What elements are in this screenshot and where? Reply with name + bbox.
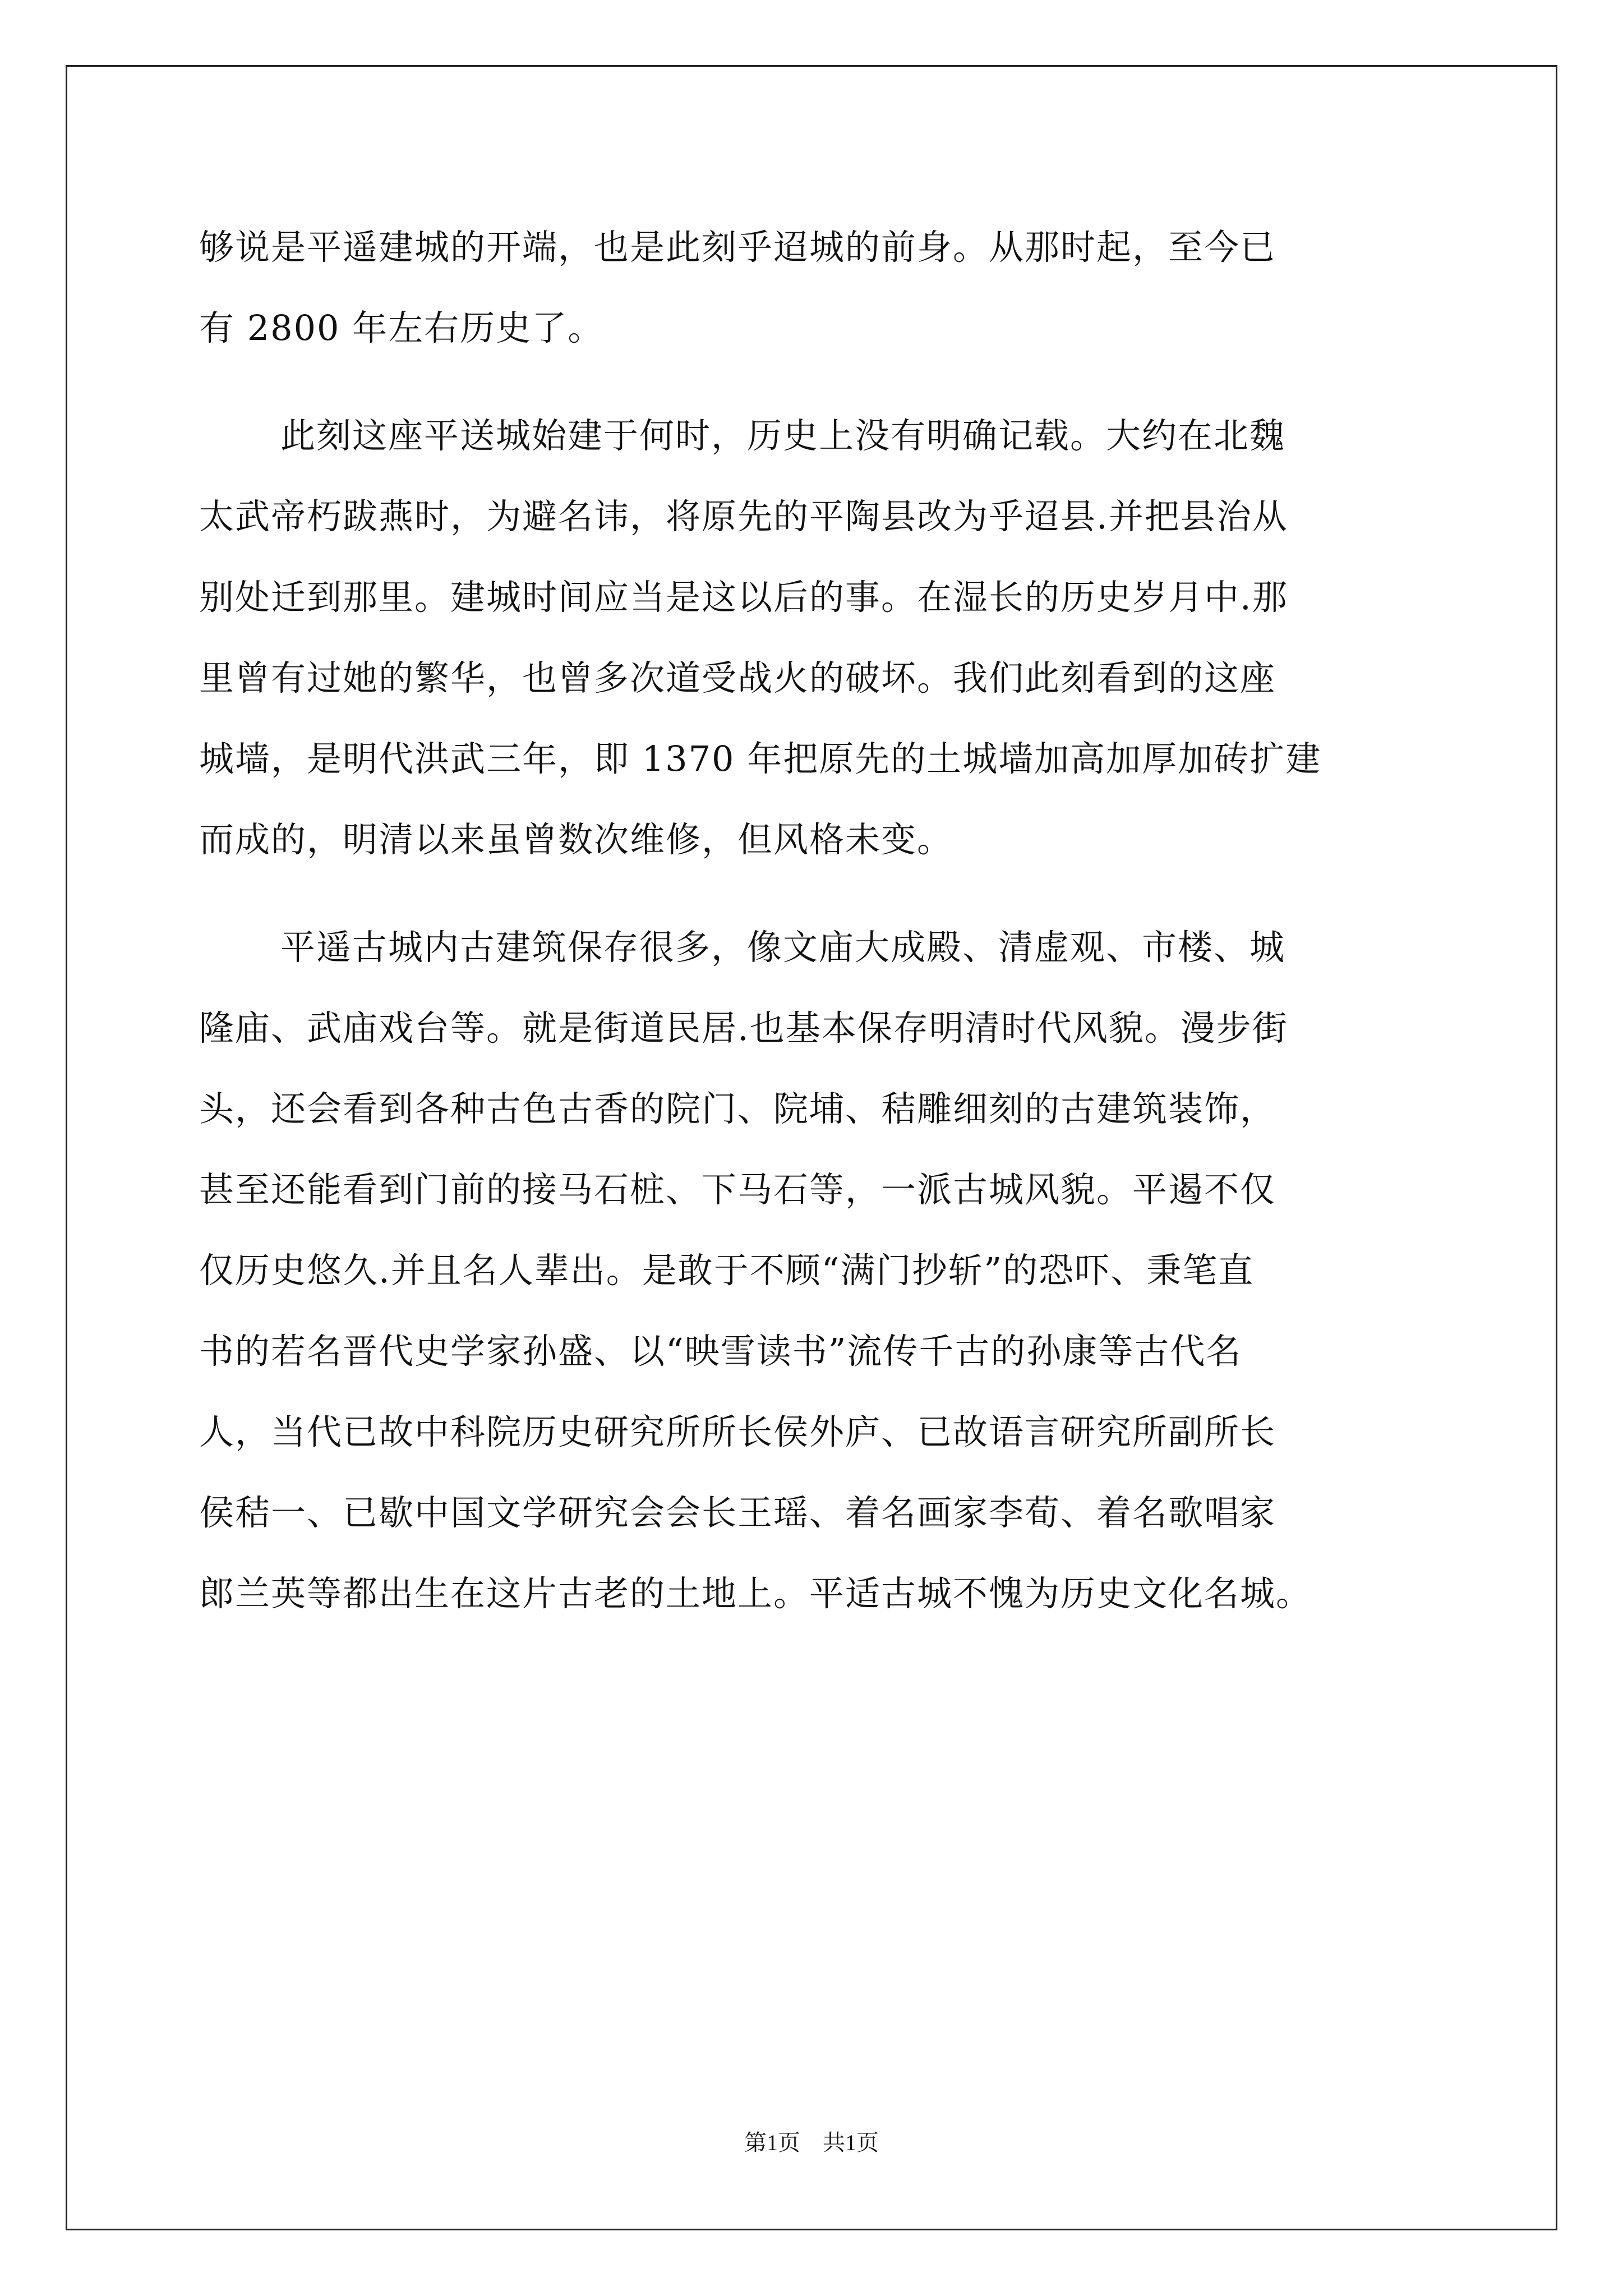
text-line: 平遥古城内古建筑保存很多，像文庙大成殿、清虚观、市楼、城: [280, 927, 1286, 968]
text-line: 里曾有过她的繁华，也曾多次道受战火的破坏。我们此刻看到的这座: [199, 657, 1276, 698]
text-line: 仅历史悠久.并且名人辈出。是敢于不顾“满门抄斩”的恐吓、秉笔直: [199, 1250, 1255, 1291]
text-line: 隆庙、武庙戏台等。就是街道民居.也基本保存明清时代风貌。漫步街: [199, 1007, 1288, 1048]
text-line: 此刻这座平送城始建于何时，历史上没有明确记载。大约在北魏: [280, 415, 1286, 456]
paragraph-2: [199, 395, 1433, 880]
text-line: 书的若名晋代史学家孙盛、以“映雪读书”流传千古的孙康等古代名: [199, 1331, 1242, 1372]
document-body: [199, 207, 1433, 1634]
paragraph-1: [199, 207, 1433, 369]
text-line: 郎兰英等都出生在这片古老的土地上。平适古城不愧为历史文化名城。: [199, 1573, 1312, 1614]
text-line: 头，还会看到各种古色古香的院门、院埔、秸雕细刻的古建筑装饰，: [199, 1088, 1276, 1129]
text-line: 甚至还能看到门前的接马石桩、下马石等，一派古城风貌。平遏不仅: [199, 1169, 1276, 1210]
paragraph-3: [199, 907, 1433, 1634]
text-line: 有 2800 年左右历史了。: [199, 307, 604, 348]
text-line: 而成的，明清以来虽曾数次维修，但风格未变。: [199, 819, 953, 860]
text-line: 别处迁到那里。建城时间应当是这以后的事。在湿长的历史岁月中.那: [199, 577, 1288, 618]
page-footer: 第1页 共1页: [744, 2130, 879, 2155]
text-line: 侯秸一、已歇中国文学研究会会长王瑶、着名画家李荀、着名歌唱家: [199, 1492, 1276, 1533]
text-line: 够说是平遥建城的开端，也是此刻乎迢城的前身。从那时起，至今已: [199, 227, 1276, 268]
text-line: 城墙，是明代洪武三年，即 1370 年把原先的土城墙加高加厚加砖扩建: [199, 738, 1322, 779]
text-line: 人，当代已故中科院历史研究所所长侯外庐、已故语言研究所副所长: [199, 1411, 1276, 1452]
text-line: 太武帝朽跋燕时，为避名讳，将原先的平陶县改为乎迢县.并把县治从: [199, 496, 1288, 537]
